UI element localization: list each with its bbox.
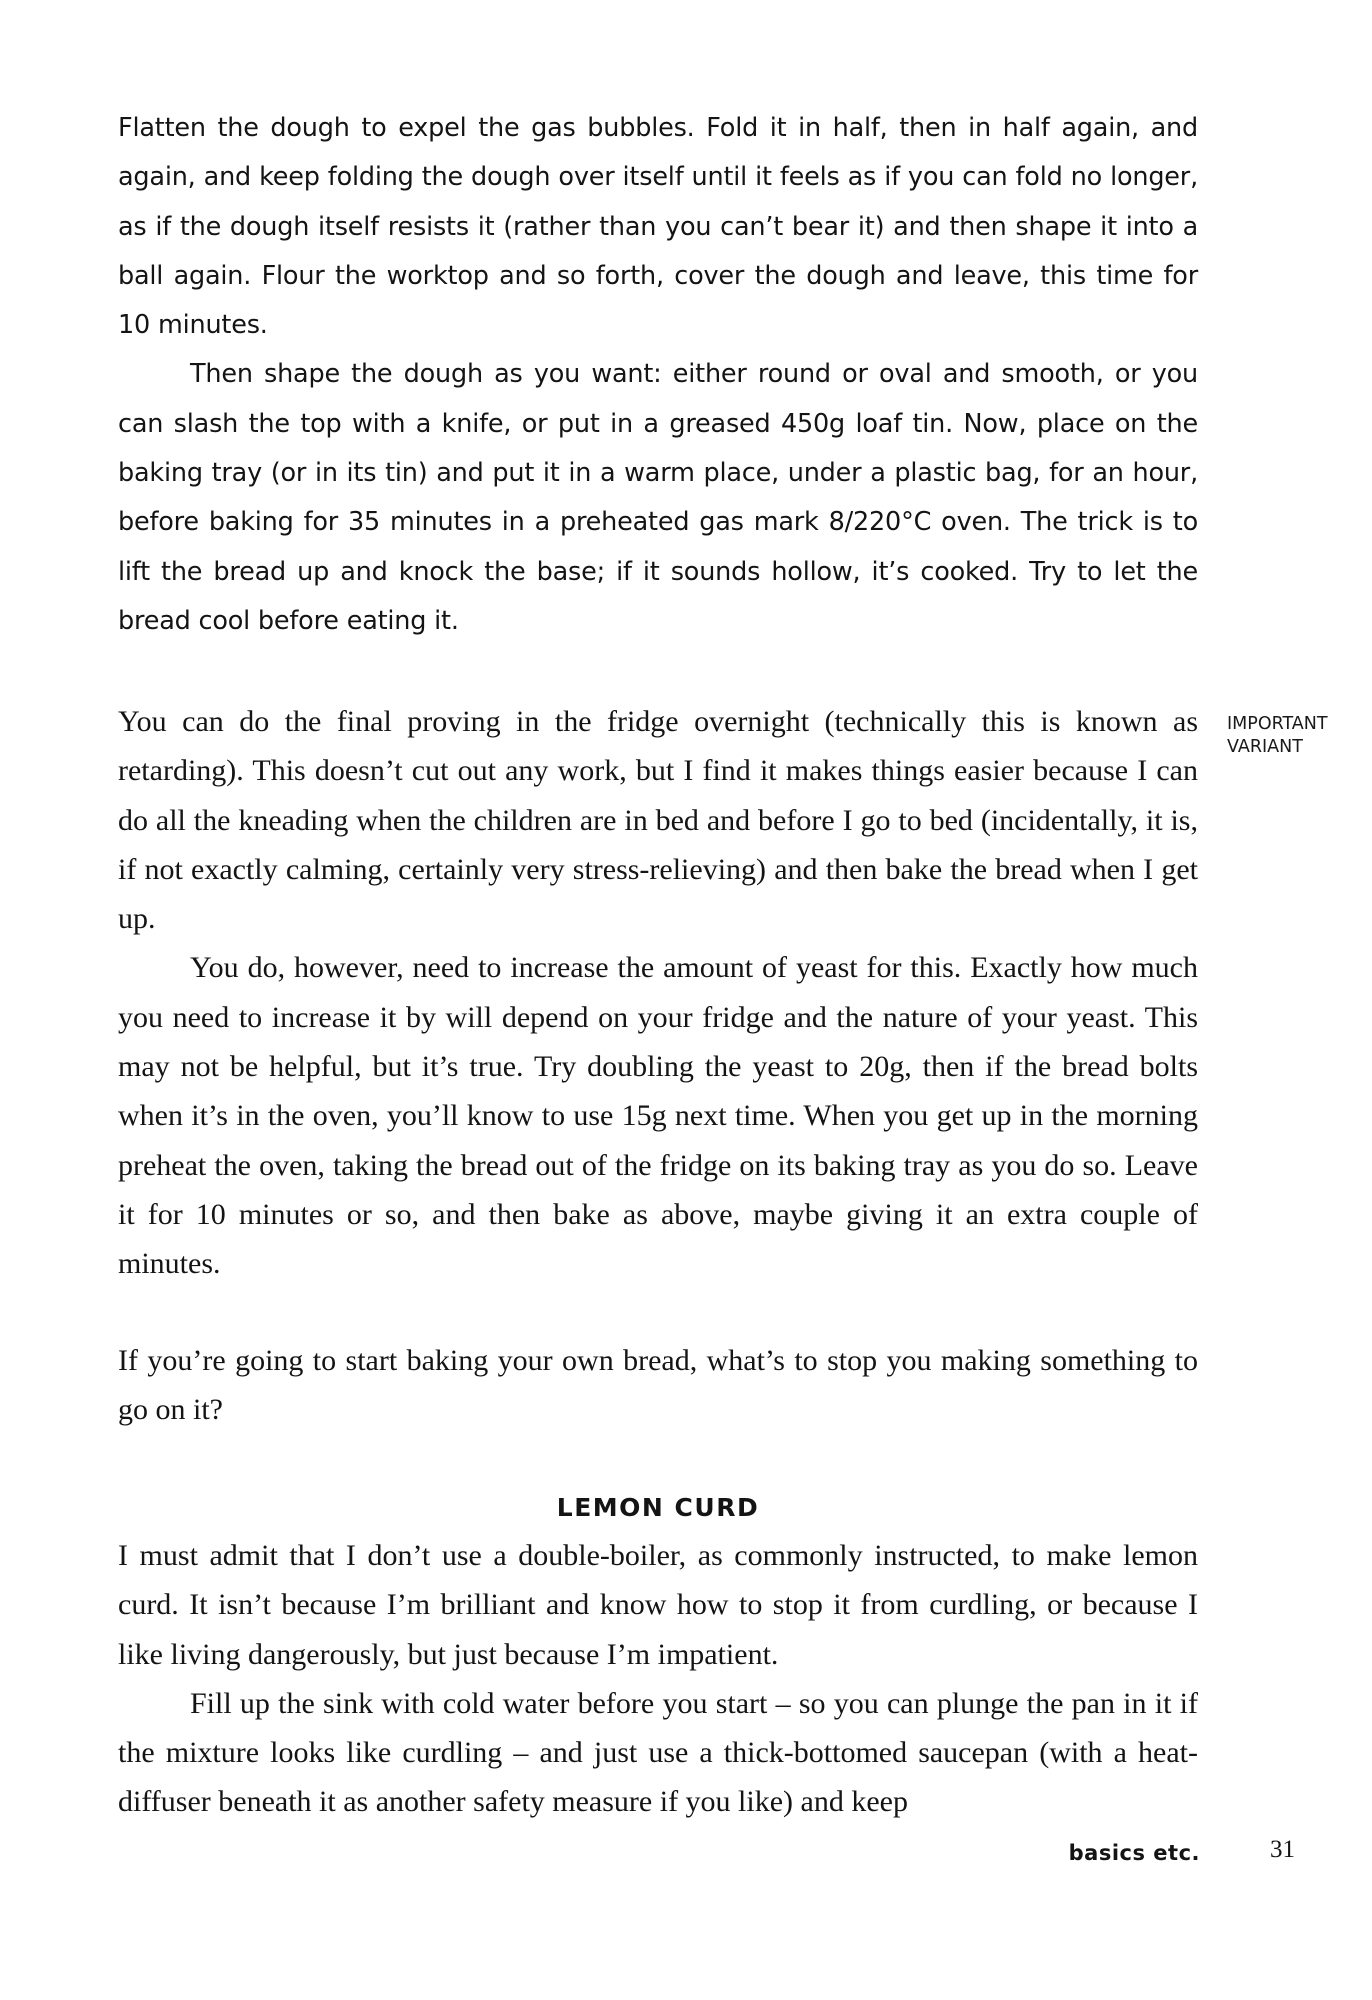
margin-note [1227, 713, 1328, 759]
margin-note-line: IMPORTANT [1227, 714, 1328, 734]
page-number: 31 [1270, 1836, 1295, 1863]
bread-method-section [118, 104, 1198, 646]
body-paragraph: If you’re going to start baking your own bread, what’s to stop you making something to go on it? [118, 1344, 1198, 1427]
transition-section [118, 1336, 1198, 1435]
running-footer: basics etc. [1068, 1841, 1200, 1865]
body-paragraph: Flatten the dough to expel the gas bubbles. Fold it in half, then in half again, and again, and keep folding the dough over itself until it feels as if you can fold no longer, as if the dough itself resists it (rather than you can’t bear it) and then shape it into a ball again. Flour the worktop and so forth, cover the dough and leave, this time for 10 minutes. [118, 113, 1198, 341]
recipe-title: LEMON CURD [556, 1493, 760, 1522]
body-paragraph: Then shape the dough as you want: either round or oval and smooth, or you can slash the top with a knife, or put in a greased 450g loaf tin. Now, place on the baking tray (or in its tin) and put it in a warm place, under a plastic bag, for an hour, before baking for 35 minutes in a preheated gas mark 8/220°C oven. The trick is to lift the bread up and knock the base; if it sounds hollow, it’s cooked. Try to let the bread cool before eating it. [118, 359, 1198, 636]
body-paragraph: You can do the final proving in the fridge overnight (technically this is known as retarding). This doesn’t cut out any work, but I find it makes things easier because I can do all the kneading when the children are in bed and before I go to bed (incidentally, it is, if not exactly calming, certainly very stress-relieving) and then bake the bread when I get up. [118, 705, 1198, 936]
body-paragraph: Fill up the sink with cold water before you start – so you can plunge the pan in it if the mixture looks like curdling – and just use a thick-bottomed saucepan (with a heat-diffuser beneath it as another safety measure if you like) and keep [118, 1686, 1198, 1819]
body-paragraph: You do, however, need to increase the amount of yeast for this. Exactly how much you need to increase it by will depend on your fridge and the nature of your yeast. This may not be helpful, but it’s true. Try doubling the yeast to 20g, then if the bread bolts when it’s in the oven, you’ll know to use 15g next time. When you get up in the morning preheat the oven, taking the bread out of the fridge on its baking tray as you do so. Leave it for 10 minutes or so, and then bake as above, maybe giving it an extra couple of minutes. [118, 951, 1198, 1281]
variant-section [118, 697, 1198, 1289]
margin-note-line: VARIANT [1227, 737, 1303, 757]
recipe-section [118, 1531, 1198, 1827]
body-paragraph: I must admit that I don’t use a double-boiler, as commonly instructed, to make lemon curd. It isn’t because I’m brilliant and know how to stop it from curdling, or because I like living dangerously, but just because I’m impatient. [118, 1539, 1198, 1671]
